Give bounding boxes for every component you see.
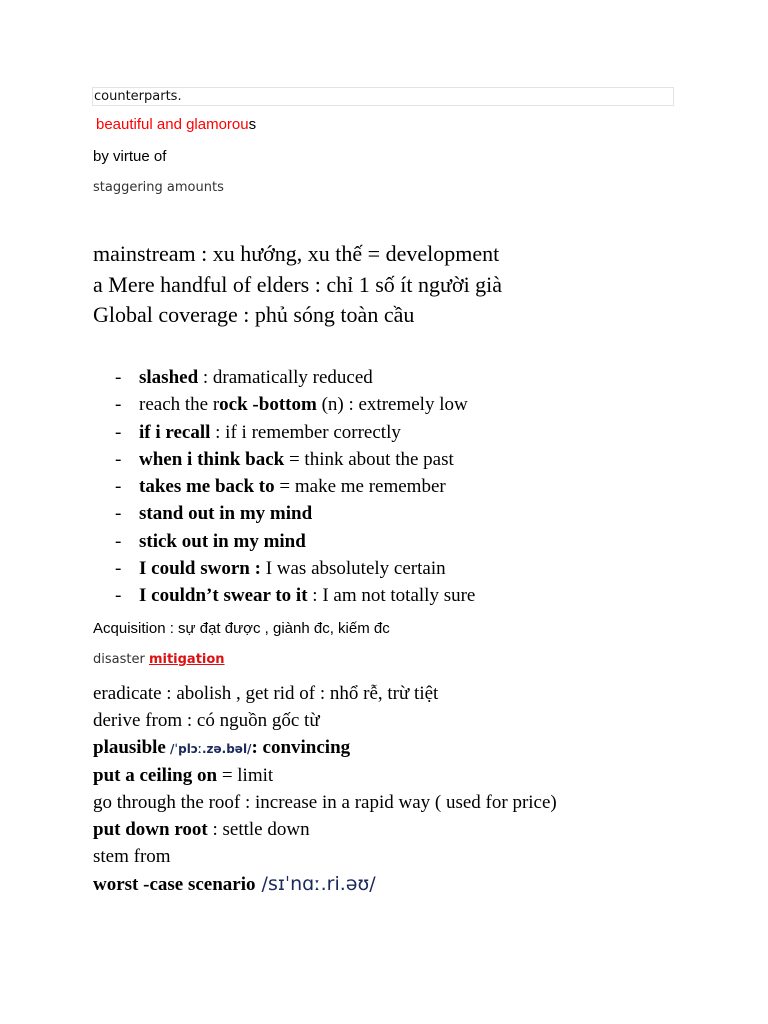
- list-item-definition: : if i remember correctly: [210, 421, 401, 443]
- root-line: [93, 819, 310, 841]
- list-dash: -: [115, 558, 122, 580]
- beautiful-tail-text: s: [248, 116, 257, 133]
- worst-case-ipa: /sɪˈnɑː.ri.əʊ/: [255, 873, 376, 895]
- disaster-label: disaster: [93, 652, 149, 667]
- list-item-definition: = make me remember: [274, 476, 446, 498]
- list-item-pre: reach the r: [139, 394, 220, 416]
- list-item-term: slashed: [139, 367, 199, 388]
- list-dash: -: [115, 448, 122, 470]
- list-dash: -: [115, 530, 122, 552]
- staggering-text: staggering amounts: [93, 180, 224, 195]
- list-item-definition: = think about the past: [284, 448, 454, 470]
- list-dash: -: [115, 394, 122, 416]
- phrase-list: [115, 366, 475, 612]
- list-item-term: stand out in my mind: [139, 503, 313, 525]
- list-dash: -: [115, 367, 122, 388]
- plausible-line: [93, 737, 350, 759]
- list-dash: -: [115, 585, 122, 607]
- list-item-term: I could sworn :: [139, 558, 261, 580]
- worst-case-term: worst -case scenario: [93, 874, 256, 895]
- list-item-definition: : dramatically reduced: [198, 367, 373, 388]
- list-item: [115, 366, 475, 393]
- acquisition-text: Acquisition : sự đạt được , giành đc, kiếm đc: [93, 620, 390, 637]
- counterparts-text: counterparts.: [92, 87, 674, 106]
- list-item-definition: : I am not totally sure: [307, 585, 476, 607]
- plausible-word: plausible: [93, 737, 166, 758]
- vocab-global-coverage: Global coverage : phủ sóng toàn cầu: [93, 302, 415, 327]
- vocab-mere-handful: a Mere handful of elders : chỉ 1 số ít người già: [93, 272, 503, 297]
- list-item-term: I couldn’t swear to it: [139, 585, 308, 607]
- ceiling-term: put a ceiling on: [93, 765, 218, 786]
- worst-case-line: [93, 873, 376, 896]
- plausible-ipa: /ˈplɔː.zə.bəl/: [165, 742, 252, 756]
- vocab-mainstream: mainstream : xu hướng, xu thế = development: [93, 241, 500, 266]
- stem-text: stem from: [93, 846, 171, 867]
- beautiful-red-text: beautiful and glamorou: [96, 116, 249, 133]
- list-item-definition: (n) : extremely low: [316, 394, 468, 416]
- roof-text: go through the roof : increase in a rapid way ( used for price): [93, 792, 557, 813]
- list-item: [115, 421, 475, 448]
- root-definition: : settle down: [207, 819, 310, 840]
- disaster-line: [93, 652, 225, 667]
- plausible-definition: : convincing: [251, 737, 351, 758]
- list-dash: -: [115, 476, 122, 498]
- eradicate-text: eradicate : abolish , get rid of : nhổ rễ, trừ tiệt: [93, 683, 439, 704]
- list-item: [115, 530, 475, 557]
- ceiling-definition: = limit: [217, 765, 274, 786]
- list-dash: -: [115, 421, 122, 443]
- list-item: [115, 584, 475, 611]
- list-item: [115, 475, 475, 502]
- list-item: [115, 393, 475, 420]
- derive-text: derive from : có nguồn gốc từ: [93, 710, 320, 731]
- list-item-term: when i think back: [139, 448, 285, 470]
- list-item-term: if i recall: [139, 421, 211, 443]
- list-item: [115, 557, 475, 584]
- list-dash: -: [115, 503, 122, 525]
- mitigation-link[interactable]: mitigation: [148, 652, 225, 667]
- by-virtue-text: by virtue of: [93, 148, 167, 165]
- list-item-term: stick out in my mind: [139, 530, 306, 552]
- list-item: [115, 502, 475, 529]
- root-term: put down root: [93, 819, 208, 840]
- list-item-definition: I was absolutely certain: [260, 558, 446, 580]
- list-item-term: ock -bottom: [219, 394, 317, 416]
- list-item: [115, 448, 475, 475]
- list-item-term: takes me back to: [139, 476, 275, 498]
- ceiling-line: [93, 765, 273, 787]
- beautiful-line: [96, 116, 256, 133]
